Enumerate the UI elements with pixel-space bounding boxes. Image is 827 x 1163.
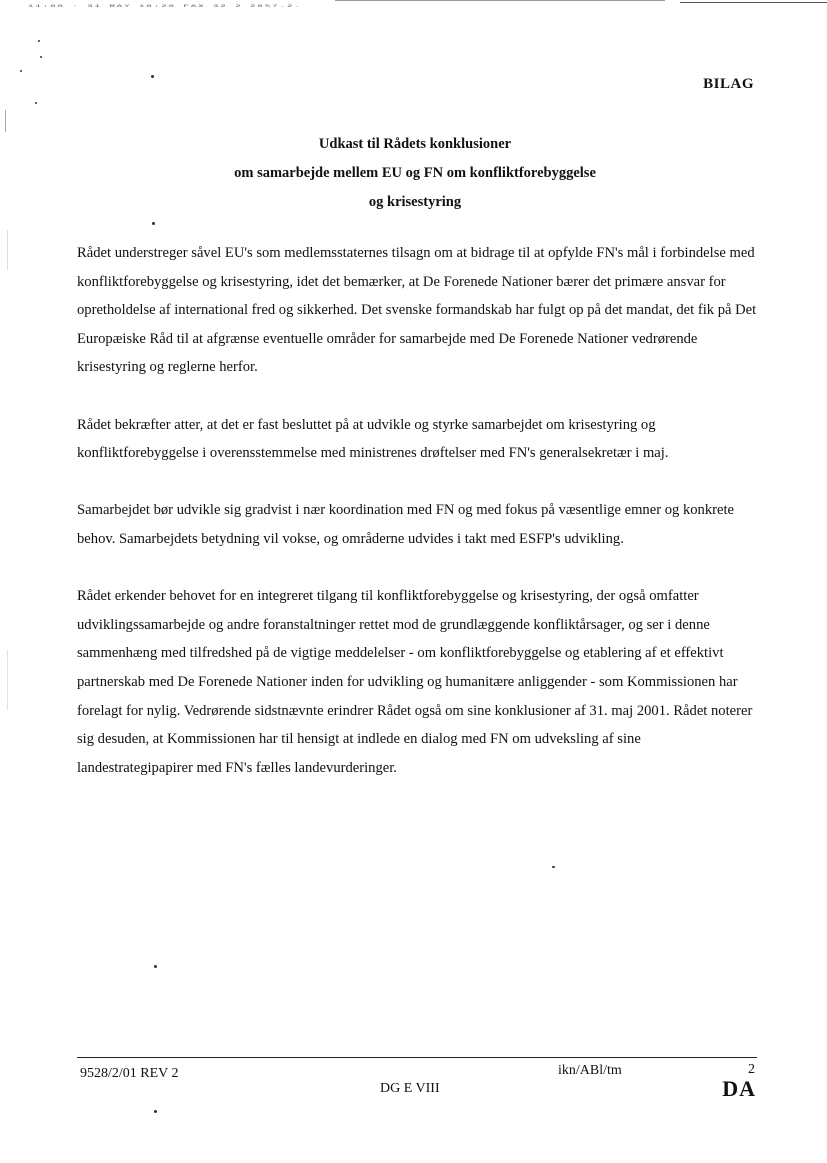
scan-speck — [40, 56, 42, 58]
margin-mark — [7, 230, 8, 270]
scan-speck — [35, 102, 37, 104]
title-line-2: om samarbejde mellem EU og FN om konfliktforebyggelse — [234, 165, 596, 181]
author-initials: ikn/ABl/tm — [558, 1063, 622, 1078]
footer-divider — [77, 1057, 757, 1058]
scan-edge-line — [335, 0, 665, 1]
fax-transmission-header: 11:00 · 31 MAY 10:20 FAX 32 2 2857.2. — [28, 4, 302, 9]
scan-speck — [151, 75, 154, 78]
document-title — [80, 130, 750, 217]
body-text — [77, 239, 757, 811]
scan-speck — [154, 965, 157, 968]
language-code: DA — [722, 1076, 756, 1101]
title-line-3: og krisestyring — [368, 194, 462, 210]
scan-speck — [152, 222, 155, 225]
scan-speck — [154, 1110, 157, 1113]
margin-mark — [5, 110, 6, 132]
title-line-1: Udkast til Rådets konklusioner — [318, 136, 512, 152]
annex-label: BILAG — [703, 76, 754, 92]
scan-speck — [20, 70, 22, 72]
directorate-general: DG E VIII — [380, 1081, 440, 1096]
margin-mark — [7, 650, 8, 710]
scan-speck — [552, 866, 555, 868]
document-reference: 9528/2/01 REV 2 — [80, 1066, 179, 1081]
paragraph-1: Rådet understreger såvel EU's som medlemsstaternes tilsagn om at bidrage til at opfylde FN's mål i forbindelse med konfliktforebyggelse og krisestyring, idet det bemærker, at De Forenede Nationer bærer det primære ansvar for opretholdelse af international fred og sikkerhed. Det svenske formandskab har fulgt op på det mandat, det fik på Det Europæiske Råd til at afgrænse eventuelle områder for samarbejde med De Forenede Nationer vedrørende krisestyring og reglerne herfor. — [77, 245, 757, 376]
paragraph-4: Rådet erkender behovet for en integreret tilgang til konfliktforebyggelse og krisestyring, der også omfatter udviklingssamarbejde og andre foranstaltninger rettet mod de grundlæggende konfliktårsager, og ser i denne sammenhæng med tilfredshed på de vigtige meddelelser - om konfliktforebyggelse og etablering af et effektivt partnerskab med De Forenede Nationer inden for udvikling og humanitære anliggender - som Kommissionen har forelagt for nylig. Vedrørende sidstnævnte erindrer Rådet også om sine konklusioner af 31. maj 2001. Rådet noterer sig desuden, at Kommissionen har til hensigt at indlede en dialog med FN om udveksling af sine landestrategipapirer med FN's fælles landevurderinger. — [77, 588, 753, 776]
page-number: 2 — [748, 1062, 755, 1077]
scan-speck — [38, 40, 40, 42]
paragraph-3: Samarbejdet bør udvikle sig gradvist i nær koordination med FN og med fokus på væsentlige emner og konkrete behov. Samarbejdets betydning vil vokse, og områderne udvides i takt med ESFP's udvikling. — [77, 502, 735, 547]
paragraph-2: Rådet bekræfter atter, at det er fast besluttet på at udvikle og styrke samarbejdet om krisestyring og konfliktforebyggelse i overensstemmelse med ministrenes drøftelser med FN's generalsekretær i maj. — [77, 416, 669, 462]
scan-edge-line-right — [680, 2, 827, 3]
